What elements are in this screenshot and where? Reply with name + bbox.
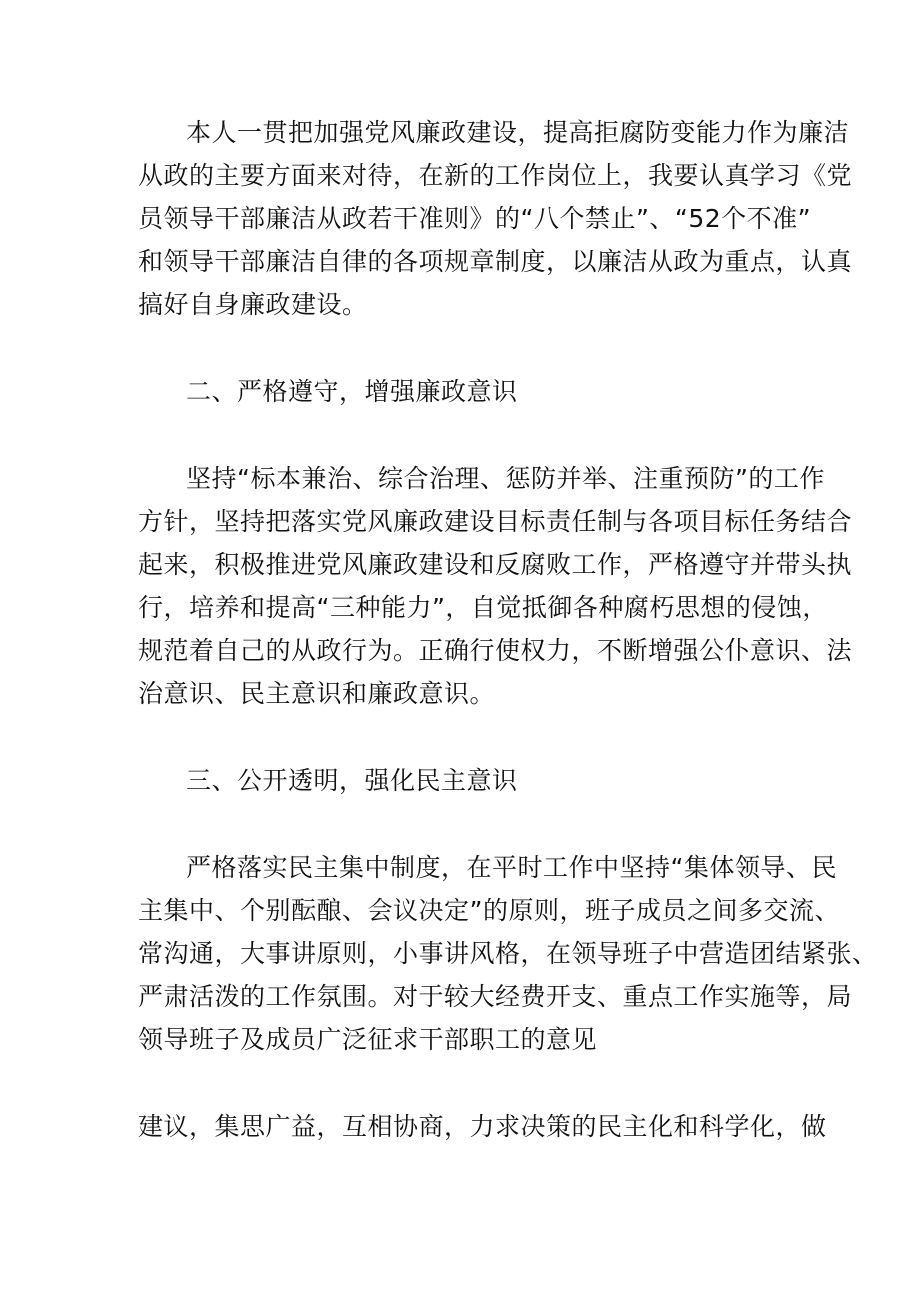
paragraph-2-line-4: 行，培养和提高“三种能力”，自觉抵御各种腐朽思想的侵蚀， bbox=[138, 593, 828, 622]
paragraph-2-line-6: 治意识、民主意识和廉政意识。 bbox=[138, 679, 496, 708]
paragraph-2-line-1: 坚持“标本兼治、综合治理、惩防并举、注重预防”的工作 bbox=[186, 464, 825, 493]
paragraph-1-line-4: 和领导干部廉洁自律的各项规章制度，以廉洁从政为重点，认真 bbox=[138, 247, 853, 276]
paragraph-3-line-3: 常沟通，大事讲原则，小事讲风格，在领导班子中营造团结紧张、 bbox=[138, 939, 878, 968]
paragraph-2-line-5: 规范着自己的从政行为。正确行使权力，不断增强公仆意识、法 bbox=[138, 636, 853, 665]
paragraph-1-line-3: 员领导干部廉洁从政若干准则》的“八个禁止”、“52个不准” bbox=[138, 204, 812, 233]
paragraph-3-line-4: 严肃活泼的工作氛围。对于较大经费开支、重点工作实施等，局 bbox=[138, 982, 853, 1011]
paragraph-3-line-2: 主集中、个别酝酿、会议决定”的原则，班子成员之间多交流、 bbox=[138, 896, 840, 925]
paragraph-3-line-5: 领导班子及成员广泛征求干部职工的意见 bbox=[138, 1025, 598, 1054]
paragraph-1-line-5: 搞好自身廉政建设。 bbox=[138, 290, 368, 319]
section-heading-2: 二、严格遵守，增强廉政意识 bbox=[186, 377, 518, 406]
paragraph-1-line-2: 从政的主要方面来对待，在新的工作岗位上，我要认真学习《党 bbox=[138, 161, 853, 190]
paragraph-4-line-1: 建议，集思广益，互相协商，力求决策的民主化和科学化，做 bbox=[138, 1112, 827, 1141]
paragraph-2-line-2: 方针，坚持把落实党风廉政建设目标责任制与各项目标任务结合 bbox=[138, 507, 853, 536]
paragraph-3-line-1: 严格落实民主集中制度，在平时工作中坚持“集体领导、民 bbox=[186, 853, 837, 882]
paragraph-2-line-3: 起来，积极推进党风廉政建设和反腐败工作，严格遵守并带头执 bbox=[138, 550, 853, 579]
section-heading-3: 三、公开透明，强化民主意识 bbox=[186, 766, 518, 795]
paragraph-1-line-1: 本人一贯把加强党风廉政建设，提高拒腐防变能力作为廉洁 bbox=[186, 118, 850, 147]
